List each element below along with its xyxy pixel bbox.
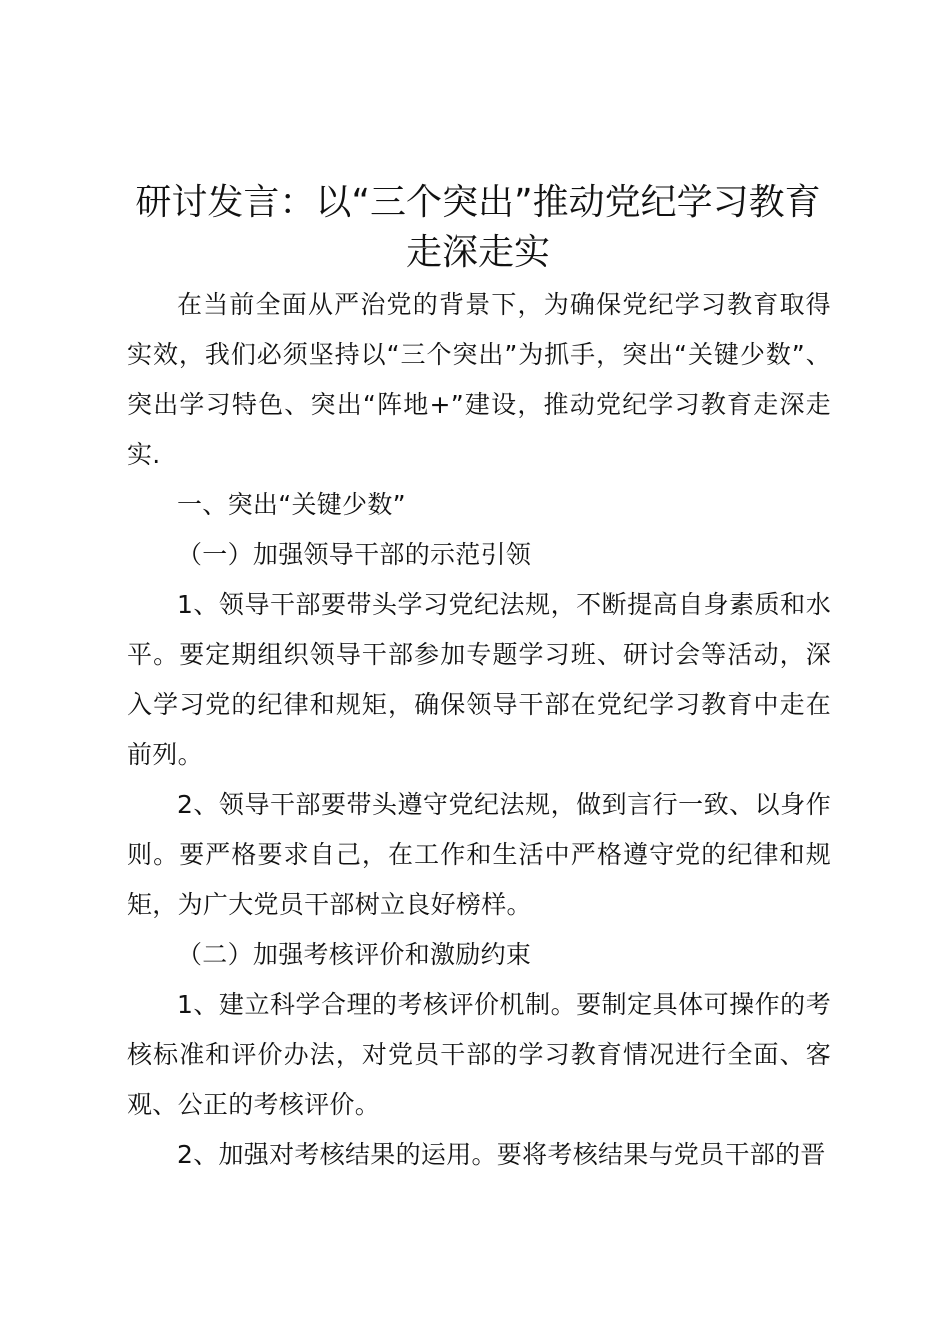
paragraph-item-2-2: 2、加强对考核结果的运用。要将考核结果与党员干部的晋 — [177, 1140, 826, 1169]
intro-paragraph: 在当前全面从严治党的背景下，为确保党纪学习教育取得实效，我们必须坚持以“三个突出”为抓手，突出“关键少数”、突出学习特色、突出“阵地+”建设，推动党纪学习教育走深走实. — [127, 290, 831, 469]
paragraph-item-1-2: 2、领导干部要带头遵守党纪法规，做到言行一致、以身作则。要严格要求自己，在工作和生活中严格遵守党的纪律和规矩，为广大党员干部树立良好榜样。 — [127, 790, 831, 919]
paragraph-item-1-1: 1、领导干部要带头学习党纪法规，不断提高自身素质和水平。要定期组织领导干部参加专题学习班、研讨会等活动，深入学习党的纪律和规矩，确保领导干部在党纪学习教育中走在前列。 — [127, 590, 831, 769]
paragraph-item-2-1: 1、建立科学合理的考核评价机制。要制定具体可操作的考核标准和评价办法，对党员干部的学习教育情况进行全面、客观、公正的考核评价。 — [127, 990, 831, 1119]
document-title: 研讨发言：以“三个突出”推动党纪学习教育走深走实 — [135, 182, 821, 273]
subsection-heading-2: （二）加强考核评价和激励约束 — [177, 940, 532, 969]
subsection-heading-1: （一）加强领导干部的示范引领 — [177, 540, 532, 569]
section-heading-1: 一、突出“关键少数” — [177, 490, 406, 519]
document-body — [127, 280, 831, 1180]
